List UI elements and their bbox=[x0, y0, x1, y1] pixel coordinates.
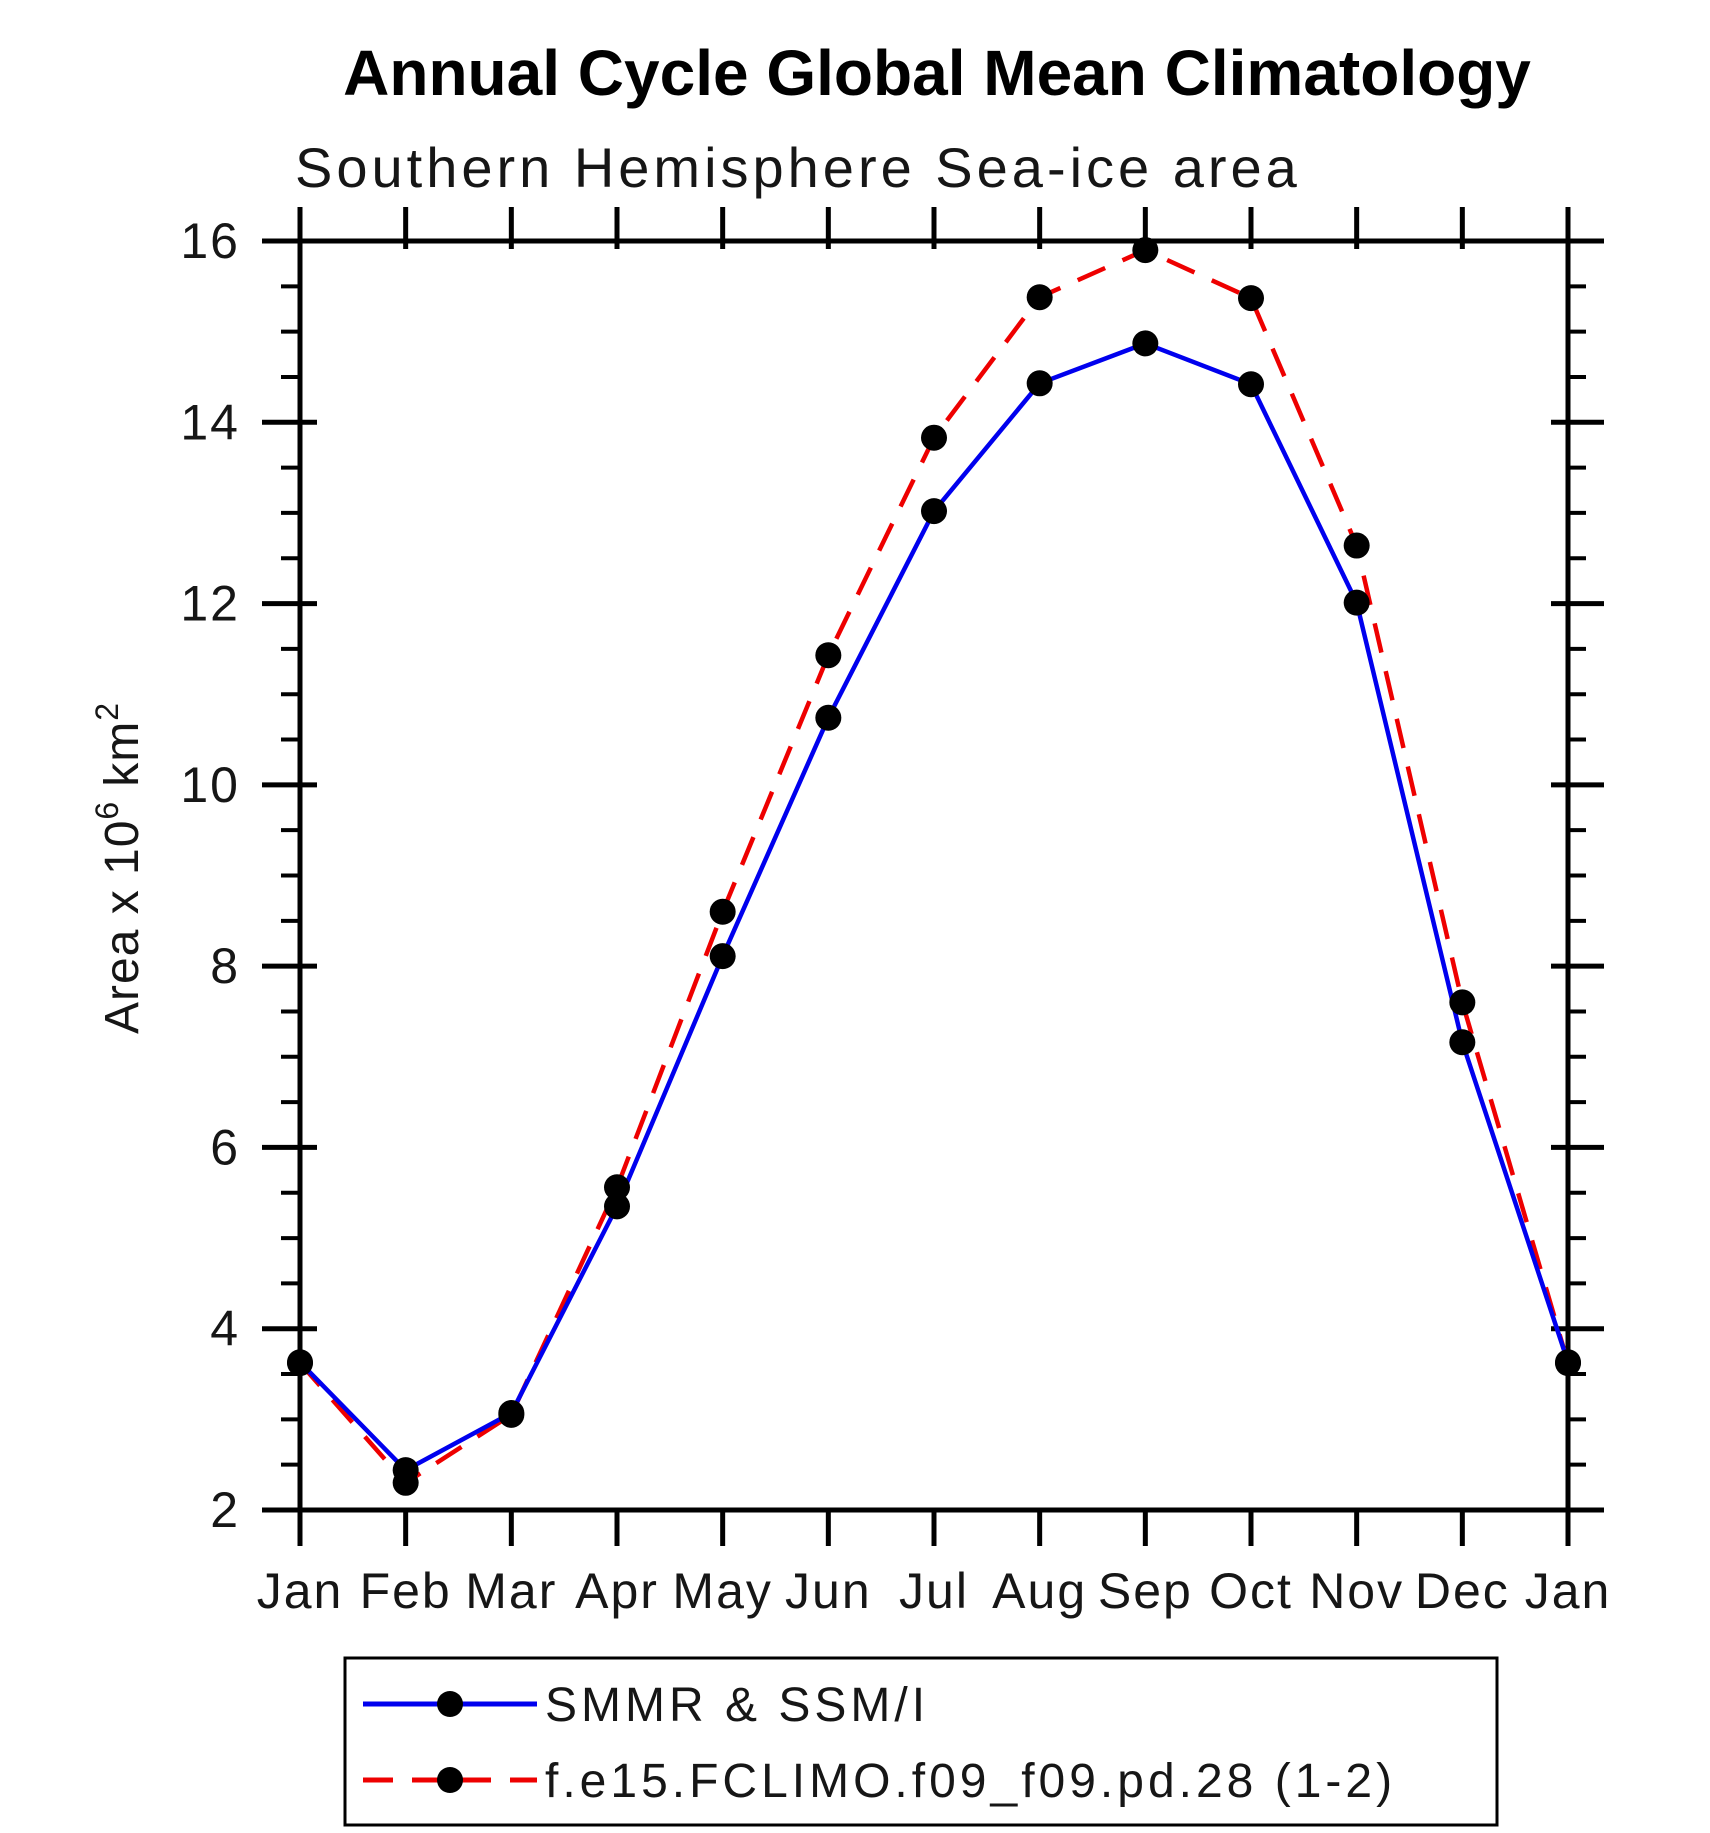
chart-subtitle: Southern Hemisphere Sea-ice area bbox=[295, 136, 1301, 199]
data-point-marker-model bbox=[1132, 237, 1158, 263]
legend bbox=[345, 1658, 1497, 1825]
y-axis-tick-label: 14 bbox=[180, 394, 240, 451]
x-axis-tick-label: Feb bbox=[359, 1563, 452, 1619]
x-axis-tick-label: Jan bbox=[256, 1563, 344, 1619]
x-axis-tick-label: Mar bbox=[465, 1563, 558, 1619]
data-point-marker-smmr bbox=[1555, 1349, 1581, 1375]
data-point-marker-smmr bbox=[1132, 330, 1158, 356]
data-point-marker-model bbox=[1344, 533, 1370, 559]
data-point-marker-model bbox=[1027, 284, 1053, 310]
x-axis-tick-label: Apr bbox=[575, 1563, 659, 1619]
x-axis-tick-label: Jul bbox=[899, 1563, 969, 1619]
data-point-marker-smmr bbox=[1238, 371, 1264, 397]
data-point-marker-smmr bbox=[1449, 1029, 1475, 1055]
legend-marker-dot bbox=[437, 1691, 463, 1717]
x-axis-tick-label: Jun bbox=[785, 1563, 872, 1619]
x-axis-tick-label: Oct bbox=[1209, 1563, 1293, 1619]
y-axis-tick-label: 8 bbox=[210, 938, 240, 995]
data-point-marker-smmr bbox=[1344, 590, 1370, 616]
chart-title: Annual Cycle Global Mean Climatology bbox=[343, 37, 1531, 109]
data-point-marker-model bbox=[921, 425, 947, 451]
y-axis-title: Area x $10^6km^2$ bbox=[89, 701, 149, 1035]
x-axis-tick-label: Nov bbox=[1309, 1563, 1405, 1619]
y-axis-tick-label: 2 bbox=[210, 1482, 240, 1538]
data-point-marker-smmr bbox=[498, 1400, 524, 1426]
data-point-marker-smmr bbox=[287, 1349, 313, 1375]
legend-label-model: f.e15.FCLIMO.f09_f09.pd.28 (1-2) bbox=[545, 1755, 1397, 1808]
data-point-marker-model bbox=[815, 642, 841, 668]
data-point-marker-model bbox=[710, 899, 736, 925]
x-axis-tick-label: Dec bbox=[1414, 1563, 1510, 1619]
x-axis-tick-label: May bbox=[672, 1563, 773, 1619]
data-point-marker-smmr bbox=[393, 1457, 419, 1483]
data-point-marker-smmr bbox=[815, 705, 841, 731]
y-axis-tick-label: 10 bbox=[180, 756, 240, 813]
data-point-marker-smmr bbox=[921, 498, 947, 524]
x-axis-tick-label: Sep bbox=[1097, 1563, 1193, 1619]
y-axis-tick-label: 12 bbox=[180, 575, 240, 632]
data-point-marker-smmr bbox=[710, 943, 736, 969]
data-point-marker-smmr bbox=[604, 1193, 630, 1219]
data-point-marker-model bbox=[1449, 989, 1475, 1015]
data-point-marker-model bbox=[1238, 285, 1264, 311]
y-axis-tick-label: 6 bbox=[210, 1119, 240, 1176]
legend-marker-dot bbox=[437, 1767, 463, 1793]
plot-area bbox=[180, 207, 1611, 1619]
y-axis-tick-label: 4 bbox=[210, 1300, 240, 1357]
data-point-marker-smmr bbox=[1027, 370, 1053, 396]
legend-label-smmr: SMMR & SSM/I bbox=[545, 1679, 930, 1732]
x-axis-tick-label: Jan bbox=[1524, 1563, 1612, 1619]
y-axis-tick-label: 16 bbox=[180, 213, 240, 269]
x-axis-tick-label: Aug bbox=[992, 1563, 1088, 1619]
